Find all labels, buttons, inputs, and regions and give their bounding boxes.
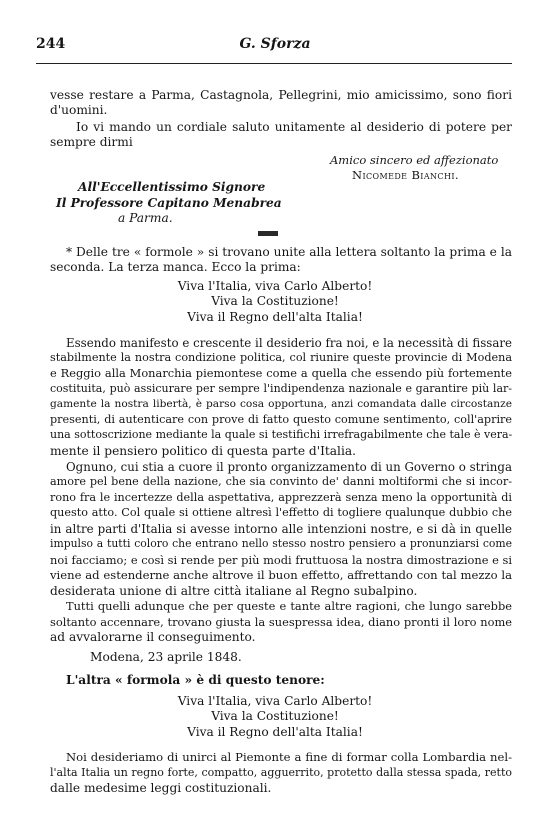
body-line: dalle medesime leggi costituzionali. bbox=[50, 781, 272, 795]
running-title: G. Sforza bbox=[239, 36, 311, 52]
body-line: costituita, può assicurare per sempre l'indipendenza nazionale e garantire più lar- bbox=[50, 382, 512, 395]
body-line: seconda. La terza manca. Ecco la prima: bbox=[50, 260, 301, 274]
body-line: l'alta Italia un regno forte, compatto, agguerrito, protetto dalla stessa spada, retto bbox=[50, 766, 512, 779]
dateline: Modena, 23 aprile 1848. bbox=[90, 650, 242, 664]
body-line: gamente la nostra libertà, è parso cosa opportuna, anzi comandata dalle circostanze bbox=[50, 398, 512, 410]
body-line: impulso a tutti coloro che entrano nello stesso nostro pensiero a pronunziarsi come bbox=[50, 537, 512, 550]
body-line: Noi desideriamo di unirci al Piemonte a fine di formar colla Lombardia nel- bbox=[66, 750, 512, 764]
ink-smudge bbox=[258, 231, 278, 236]
body-line: noi facciamo; e così si rende per più modi fruttuosa la nostra dimostrazione e si bbox=[50, 553, 512, 567]
formula-line: Viva la Costituzione! bbox=[211, 294, 339, 308]
body-line: questo atto. Col quale si ottiene altresì l'effetto di togliere qualunque dubbio che bbox=[50, 506, 512, 519]
body-line: soltanto accennare, trovano giusta la suespressa idea, diano pronti il loro nome bbox=[50, 615, 512, 629]
page-number: 244 bbox=[36, 36, 66, 52]
formula-line: Viva il Regno dell'alta Italia! bbox=[187, 310, 363, 324]
body-line: Ognuno, cui stia a cuore il pronto organizzamento di un Governo o stringa bbox=[66, 460, 512, 474]
header-rule bbox=[36, 63, 512, 64]
body-line: vesse restare a Parma, Castagnola, Pellegrini, mio amicissimo, sono fiori bbox=[50, 88, 512, 102]
body-line: d'uomini. bbox=[50, 103, 108, 117]
body-line: in altre parti d'Italia si avesse intorno alle intenzioni nostre, e si dà in quelle bbox=[50, 522, 512, 536]
body-line: * Delle tre « formole » si trovano unite alla lettera soltanto la prima e la bbox=[66, 245, 512, 259]
body-line: una sottoscrizione mediante la quale si testifichi irrefragabilmente che tale è vera- bbox=[50, 428, 513, 441]
closing-line: Amico sincero ed affezionato bbox=[330, 153, 499, 167]
body-line: presenti, di autenticare con prove di fatto questo comune sentimento, coll'aprire bbox=[50, 413, 512, 426]
address-line: a Parma. bbox=[118, 211, 173, 225]
body-line: desiderata unione di altre città italiane al Regno subalpino. bbox=[50, 584, 418, 598]
signature: Nicomede Bianchi. bbox=[352, 168, 459, 182]
formula-line: Viva l'Italia, viva Carlo Alberto! bbox=[177, 279, 373, 293]
body-line: Tutti quelli adunque che per queste e tante altre ragioni, che lungo sarebbe bbox=[66, 599, 512, 613]
body-line: amore pel bene della nazione, che sia convinto de' danni moltiformi che si incor- bbox=[50, 475, 512, 488]
address-line: Il Professore Capitano Menabrea bbox=[56, 196, 282, 210]
body-line: viene ad estenderne anche altrove il buon effetto, affrettando con tal mezzo la bbox=[50, 568, 512, 582]
body-line: e Reggio alla Monarchia piemontese come a quella che essendo più fortemente bbox=[50, 366, 512, 380]
body-line: Essendo manifesto e crescente il desiderio fra noi, e la necessità di fissare bbox=[66, 336, 512, 350]
address-line: All'Eccellentissimo Signore bbox=[78, 180, 266, 194]
formula-line: Viva la Costituzione! bbox=[211, 709, 339, 723]
body-line: Io vi mando un cordiale saluto unitamente al desiderio di potere per bbox=[76, 120, 512, 134]
body-line: L'altra « formola » è di questo tenore: bbox=[66, 673, 325, 687]
body-line: stabilmente la nostra condizione politica, col riunire queste provincie di Modena bbox=[50, 351, 512, 364]
body-line: sempre dirmi bbox=[50, 135, 133, 149]
body-line: rono fra le incertezze della aspettativa, apprezzerà senza meno la opportunità di bbox=[50, 491, 512, 504]
body-line: mente il pensiero politico di questa parte d'Italia. bbox=[50, 444, 356, 458]
body-line: ad avvalorarne il conseguimento. bbox=[50, 630, 256, 644]
formula-line: Viva il Regno dell'alta Italia! bbox=[187, 725, 363, 739]
formula-line: Viva l'Italia, viva Carlo Alberto! bbox=[177, 694, 373, 708]
